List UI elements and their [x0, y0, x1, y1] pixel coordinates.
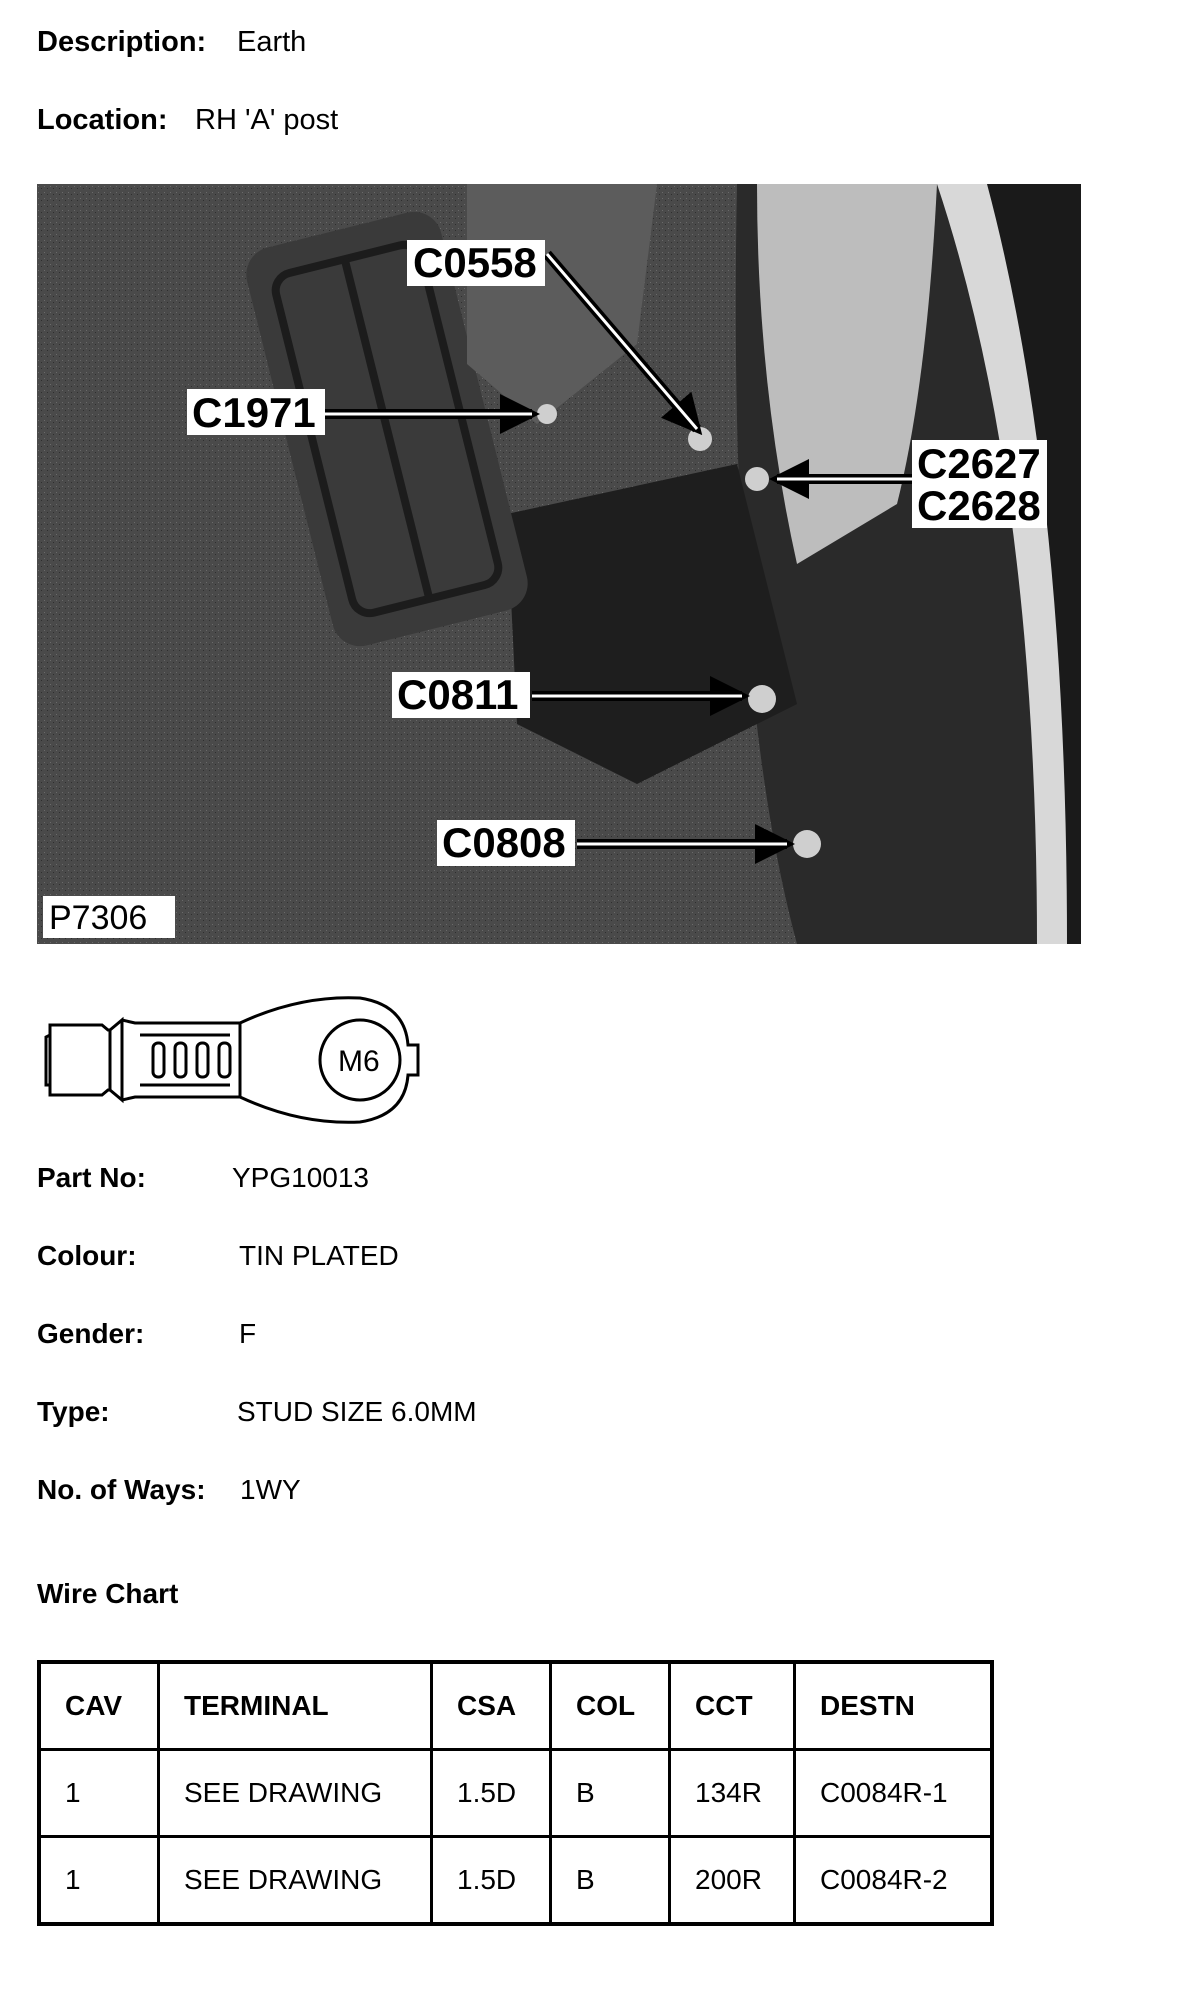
wire-chart-title: Wire Chart: [37, 1578, 179, 1609]
cell-cct: 134R: [670, 1750, 795, 1837]
callout-c2628: C2628: [917, 482, 1041, 529]
part-no-label: Part No:: [37, 1162, 146, 1193]
type-label: Type:: [37, 1396, 110, 1427]
photo-svg: [37, 184, 1081, 944]
ways-label: No. of Ways:: [37, 1474, 206, 1505]
ways-value: 1WY: [240, 1474, 301, 1505]
type-value: STUD SIZE 6.0MM: [237, 1396, 477, 1427]
gender-label: Gender:: [37, 1318, 145, 1349]
header-csa: CSA: [432, 1662, 551, 1750]
stud-c0558: [688, 427, 712, 451]
cell-destn: C0084R-1: [795, 1750, 993, 1837]
table-header-row: [39, 1662, 992, 1750]
photo-code: P7306: [49, 899, 148, 937]
stud-c0808: [793, 830, 821, 858]
header-terminal: TERMINAL: [159, 1662, 432, 1750]
cell-cav: 1: [39, 1837, 159, 1925]
stud-size-label: M6: [338, 1045, 380, 1078]
cell-terminal: SEE DRAWING: [159, 1750, 432, 1837]
cell-col: B: [551, 1837, 670, 1925]
header-cav: CAV: [39, 1662, 159, 1750]
ring-terminal-drawing: [40, 985, 440, 1135]
wire-chart-table: [37, 1660, 994, 1926]
stud-c1971: [537, 404, 557, 424]
part-no-value: YPG10013: [232, 1162, 369, 1193]
header-cct: CCT: [670, 1662, 795, 1750]
cell-col: B: [551, 1750, 670, 1837]
callout-c0558: C0558: [413, 239, 537, 286]
gender-value: F: [239, 1318, 257, 1349]
callout-c0808: C0808: [442, 819, 566, 866]
cell-terminal: SEE DRAWING: [159, 1837, 432, 1925]
callout-c0811: C0811: [397, 671, 519, 718]
cell-cav: 1: [39, 1750, 159, 1837]
description-value: Earth: [237, 26, 307, 58]
cell-csa: 1.5D: [432, 1837, 551, 1925]
callout-c2627: C2627: [917, 440, 1041, 487]
description-label: Description:: [37, 26, 207, 58]
location-label: Location:: [37, 104, 168, 136]
colour-value: TIN PLATED: [239, 1240, 399, 1271]
header-col: COL: [551, 1662, 670, 1750]
cell-csa: 1.5D: [432, 1750, 551, 1837]
callout-c1971: C1971: [192, 389, 316, 436]
location-value: RH 'A' post: [195, 104, 339, 136]
description-line: [37, 26, 307, 59]
cell-cct: 200R: [670, 1837, 795, 1925]
connector-location-photo: [37, 184, 1081, 944]
table-row: [39, 1837, 992, 1925]
location-line: [37, 104, 339, 137]
stud-c2627: [745, 467, 769, 491]
header-destn: DESTN: [795, 1662, 993, 1750]
stud-c0811: [748, 685, 776, 713]
colour-label: Colour:: [37, 1240, 137, 1271]
table-row: [39, 1750, 992, 1837]
cell-destn: C0084R-2: [795, 1837, 993, 1925]
